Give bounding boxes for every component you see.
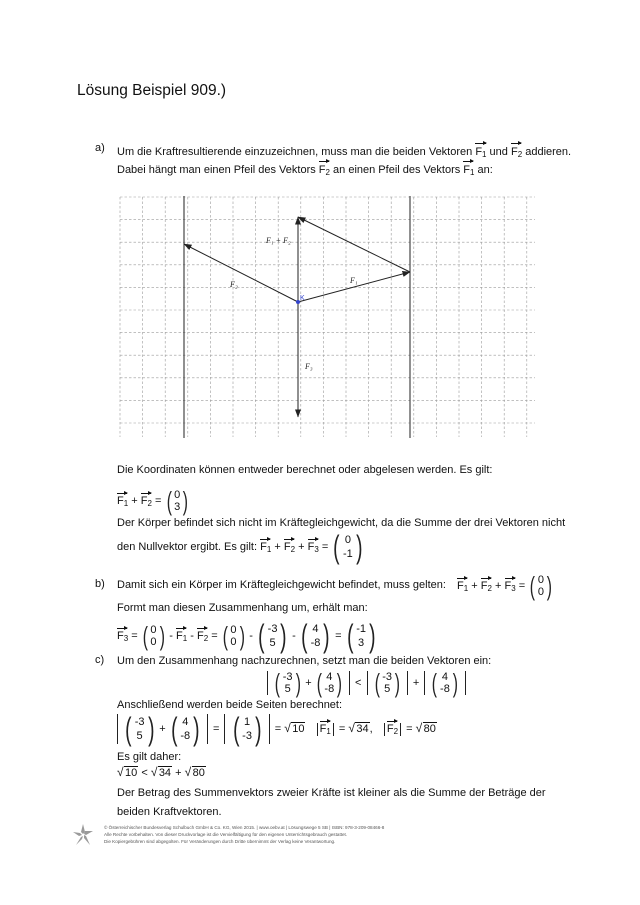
vector-F1: $F_1$: [475, 142, 486, 162]
footer-line3: Die Kopiergebühren sind abgegolten. Für Veränderungen durch Dritte übernimmt der Verlag keine Verantwortung.: [104, 839, 336, 844]
part-c-line2: Anschließend werden beide Seiten berechnet:: [117, 699, 343, 711]
eq-triangle-inequality: ( -3 5 ) + ( 4 -8 ) < ( -3 5 ) + ( 4 -8 ): [265, 670, 468, 696]
frame-lines: [184, 196, 410, 438]
eq-magnitudes: ( -3 5 ) + ( 4 -8 ) = ( 1 -3 ) = √ 10 $F_1$ = √ 34, $F_2$ = √ 80: [115, 713, 437, 745]
label-F3: F₃: [305, 362, 313, 371]
vector-F1: $F_1$: [463, 160, 474, 180]
part-c-line4: Der Betrag des Summenvektors zweier Kräfte ist kleiner als die Summe der Beträge der: [117, 787, 546, 799]
not-equilibrium-line1: Der Körper befindet sich nicht im Kräftegleichgewicht, da die Summe der drei Vektoren nicht: [117, 517, 566, 529]
part-c-line5: beiden Kraftvektoren.: [117, 806, 222, 818]
part-c-label: c): [95, 654, 105, 666]
F2-shifted-arrow: [298, 217, 410, 272]
label-resultant: F₁ + F₂: [266, 236, 291, 245]
part-c-line3: Es gilt daher:: [117, 751, 182, 763]
grid: [120, 197, 535, 437]
part-b-line2: Formt man diesen Zusammenhang um, erhält man:: [117, 602, 368, 614]
footer-line1: © Österreichischer Bundesverlag Schulbuch GmbH & Co. KG, Wien 2015. | www.oebv.at | Lösungswege 5 SB | ISBN: 978-3-209-08466-8: [104, 825, 385, 830]
footer-line2: Alle Rechte vorbehalten. Von dieser Druckvorlage ist die Vervielfältigung für den eigenen Unterrichtsgebrauch gestattet.: [104, 832, 348, 837]
coords-text: Die Koordinaten können entweder berechnet oder abgelesen werden. Es gilt:: [117, 464, 493, 476]
not-equilibrium-line2: den Nullvektor ergibt. Es gilt: $F_1 + F_2 + F_3$ = ( 0 -1 ): [117, 529, 363, 565]
vector-F2: $F_2$: [511, 142, 522, 162]
eq-sum12: $F_1 + F_2$ = ( 0 3 ): [117, 486, 189, 516]
label-K: K: [300, 295, 305, 302]
label-F1: F₁: [350, 276, 358, 285]
part-b-label: b): [95, 578, 105, 590]
vector-F2: $F_2$: [319, 160, 330, 180]
publisher-logo-icon: [72, 823, 94, 847]
part-c-line1: Um den Zusammenhang nachzurechnen, setzt man die beiden Vektoren ein:: [117, 655, 492, 667]
page-title: Lösung Beispiel 909.): [77, 82, 227, 99]
eq-conclusion: √ 10 < √ 34 + √ 80: [117, 767, 206, 779]
eq-F3: $F_3$ = ( 0 0 ) - $F_1 - F_2$ = ( 0 0 ) - ( -3 5 ) - ( 4 -8 ) = ( -1 3 ): [117, 618, 376, 654]
part-a-line1: Um die Kraftresultierende einzuzeichnen, muss man die beiden Vektoren $F_1$ und $F_2$ addieren.: [117, 142, 571, 162]
part-a-label: a): [95, 142, 105, 154]
part-a-line2: Dabei hängt man einen Pfeil des Vektors $F_2$ an einen Pfeil des Vektors $F_1$ an:: [117, 160, 493, 180]
part-b-line1: Damit sich ein Körper im Kräftegleichgewicht befindet, muss gelten:: [117, 579, 446, 591]
eq-equilibrium: $F_1 + F_2 + F_3$ = ( 0 0 ): [457, 571, 552, 601]
label-F2: F₂: [230, 280, 238, 289]
F2-arrow: [184, 244, 298, 302]
